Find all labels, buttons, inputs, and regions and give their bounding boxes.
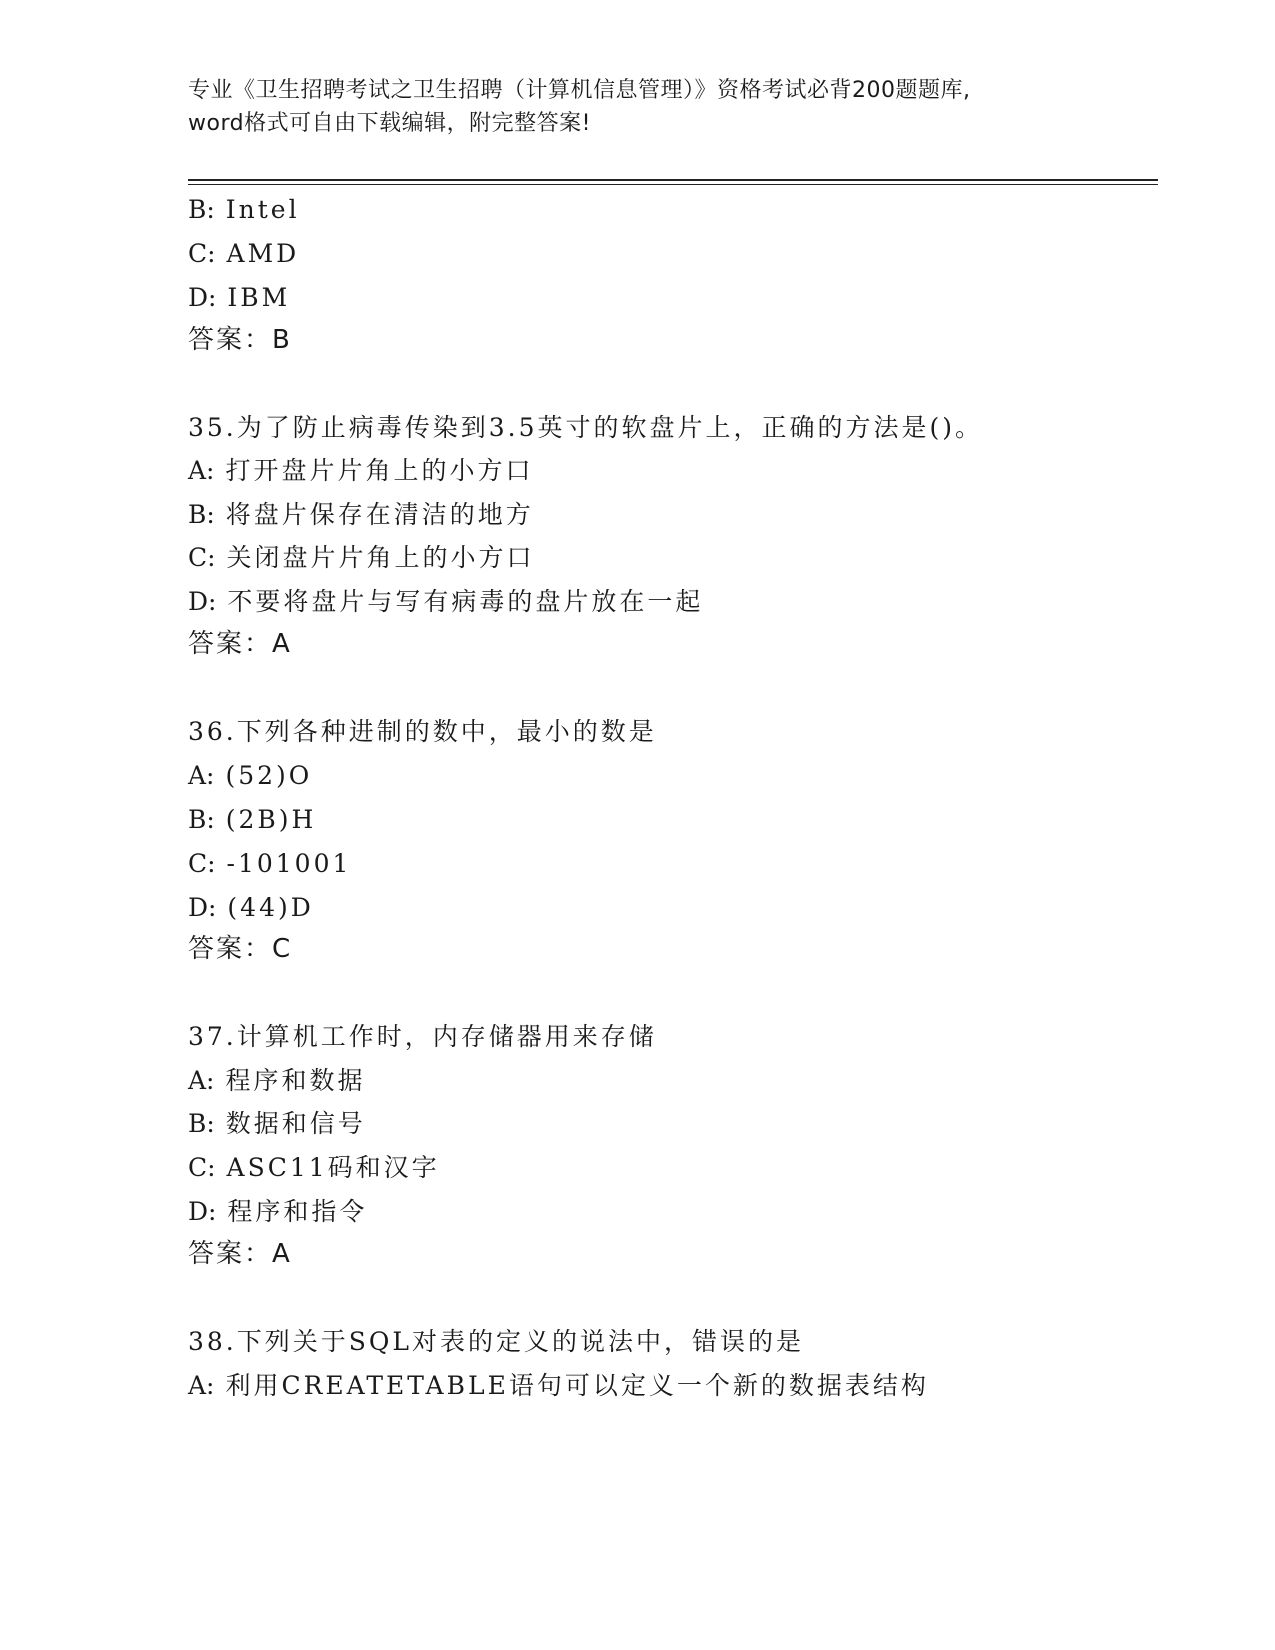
q35-option-c: C: 关闭盘片片角上的小方口 <box>188 543 535 572</box>
header-line-1: 专业《卫生招聘考试之卫生招聘（计算机信息管理）》资格考试必背200题题库, <box>188 78 971 103</box>
q37-question: 37.计算机工作时，内存储器用来存储 <box>188 1022 657 1051</box>
q38-option-a: A: 利用CREATETABLE语句可以定义一个新的数据表结构 <box>188 1371 929 1400</box>
header-rule-thin <box>188 184 1158 185</box>
q34-option-d: D: IBM <box>188 283 291 312</box>
q37-option-c: C: ASC11码和汉字 <box>188 1153 440 1182</box>
q37-answer: 答案：A <box>188 1239 292 1269</box>
header-rule-thick <box>188 179 1158 181</box>
q36-answer: 答案：C <box>188 934 293 964</box>
q34-option-b: B: Intel <box>188 195 300 224</box>
document-header <box>188 74 1088 140</box>
q36-option-a: A: (52)O <box>188 761 313 790</box>
q35-option-b: B: 将盘片保存在清洁的地方 <box>188 500 534 529</box>
q36-option-c: C: -101001 <box>188 849 352 878</box>
q34-answer: 答案：B <box>188 325 292 355</box>
q37-option-b: B: 数据和信号 <box>188 1109 366 1138</box>
q35-answer: 答案：A <box>188 629 292 659</box>
q35-question: 35.为了防止病毒传染到3.5英寸的软盘片上，正确的方法是()。 <box>188 413 984 442</box>
q37-option-a: A: 程序和数据 <box>188 1066 366 1095</box>
q37-option-d: D: 程序和指令 <box>188 1197 368 1226</box>
q36-option-d: D: (44)D <box>188 893 314 922</box>
q38-question: 38.下列关于SQL对表的定义的说法中，错误的是 <box>188 1327 804 1356</box>
q36-option-b: B: (2B)H <box>188 805 317 834</box>
q36-question: 36.下列各种进制的数中，最小的数是 <box>188 717 657 746</box>
header-line-2: word格式可自由下载编辑，附完整答案! <box>188 111 591 136</box>
q35-option-d: D: 不要将盘片与写有病毒的盘片放在一起 <box>188 587 704 616</box>
q34-option-c: C: AMD <box>188 239 300 268</box>
q35-option-a: A: 打开盘片片角上的小方口 <box>188 456 534 485</box>
